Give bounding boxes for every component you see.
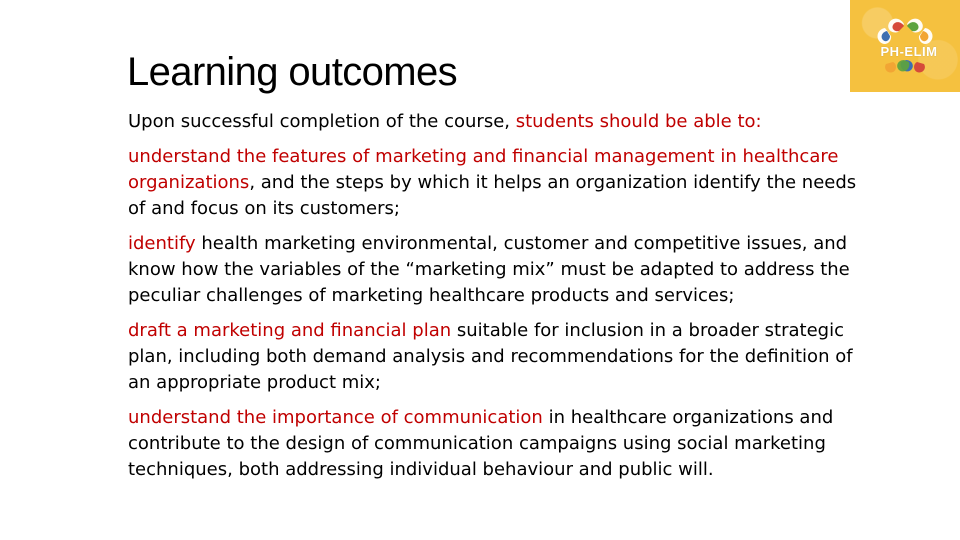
- intro-highlight: students should be able to:: [515, 111, 762, 132]
- outcome-highlight: draft a marketing and financial plan: [128, 320, 452, 341]
- outcome-highlight: understand the features of marketing and financial management in healthcare organizations: [128, 146, 839, 193]
- outcome-text: suitable for inclusion in a broader strategic plan, including both demand analysis and recommendations for the definition of an appropriate product mix;: [128, 320, 853, 393]
- outcome-text: in healthcare organizations and contribute to the design of communication campaigns using social marketing techniques, both addressing individual behaviour and public will.: [128, 407, 834, 480]
- slide-title: Learning outcomes: [127, 50, 458, 94]
- outcome-item: [128, 144, 868, 222]
- intro-text: Upon successful completion of the course,: [128, 111, 516, 132]
- learning-outcomes-body: [128, 109, 868, 492]
- outcome-text: , and the steps by which it helps an organization identify the needs of and focus on its customers;: [128, 172, 857, 219]
- outcome-item: [128, 231, 868, 309]
- logo-panel: [850, 0, 960, 92]
- logo-text: PH-ELIM: [880, 44, 938, 59]
- outcome-highlight: understand the importance of communication: [128, 407, 543, 428]
- outcome-highlight: identify: [128, 233, 196, 254]
- intro-paragraph: [128, 109, 868, 135]
- bottom-decorative-band: [0, 498, 960, 540]
- outcome-item: [128, 405, 868, 483]
- outcome-item: [128, 318, 868, 396]
- outcome-text: health marketing environmental, customer and competitive issues, and know how the variables of the “marketing mix” must be adapted to address the peculiar challenges of marketing healthcare products and services;: [128, 233, 850, 306]
